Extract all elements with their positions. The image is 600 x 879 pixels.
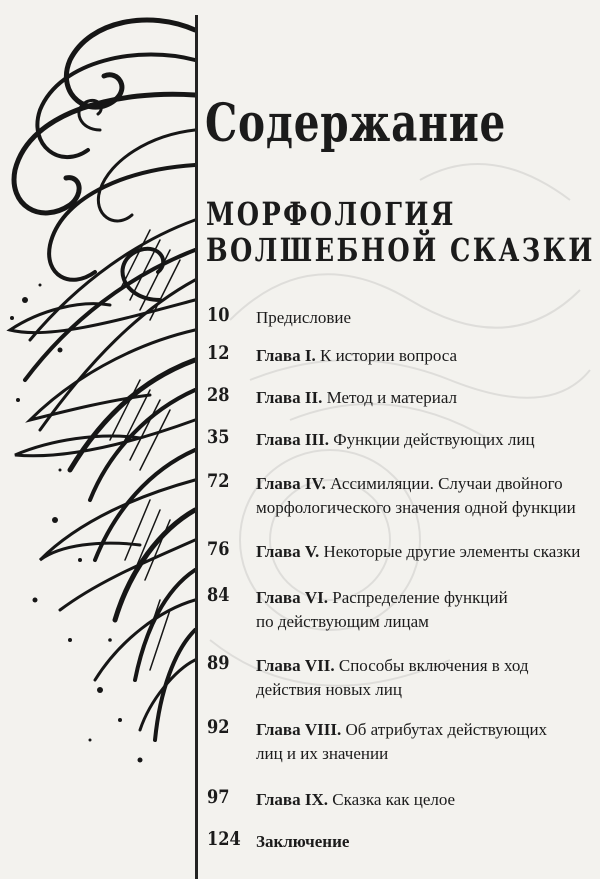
toc-entry-title: Глава IX. Сказка как целое [256,790,456,809]
toc-page-number: 92 [207,716,230,738]
page-title: Содержание [205,93,507,154]
toc-page-number: 35 [207,426,230,448]
toc-entry-title: Глава IV. Ассимиляции. Случаи двойного морфологического значения одной функции [256,474,576,517]
toc-entry-title: Заключение [256,832,350,851]
toc-entry-title: Глава III. Функции действующих лиц [256,430,535,449]
subtitle-line-2: ВОЛШЕБНОЙ СКАЗКИ [206,231,595,269]
vertical-divider [195,15,198,879]
toc-entry-title: Глава VII. Способы включения в ход действия новых лиц [256,656,529,699]
subtitle-line-1: МОРФОЛОГИЯ [206,195,456,233]
toc-page-number: 97 [207,786,230,808]
book-subtitle [206,195,595,269]
toc-page-number: 89 [207,652,230,674]
toc-entry-title: Глава II. Метод и материал [256,388,458,407]
toc-page-number: 72 [207,470,230,492]
toc-page-number: 10 [207,304,230,326]
toc-entry-title: Глава I. К истории вопроса [256,346,458,365]
toc-page-number: 76 [207,538,230,560]
toc-entry-title: Глава V. Некоторые другие элементы сказки [256,542,581,561]
toc-entry-title: Глава VIII. Об атрибутах действующих лиц и их значении [256,720,548,763]
toc-entry-title: Предисловие [256,308,352,327]
toc-page-number: 84 [207,584,230,606]
toc-page-number: 28 [207,384,230,406]
toc-page-number: 124 [207,828,241,850]
toc-entry-title: Глава VI. Распределение функций по действующим лицам [256,588,508,631]
toc-page-number: 12 [207,342,230,364]
feather-ornament [0,0,205,879]
